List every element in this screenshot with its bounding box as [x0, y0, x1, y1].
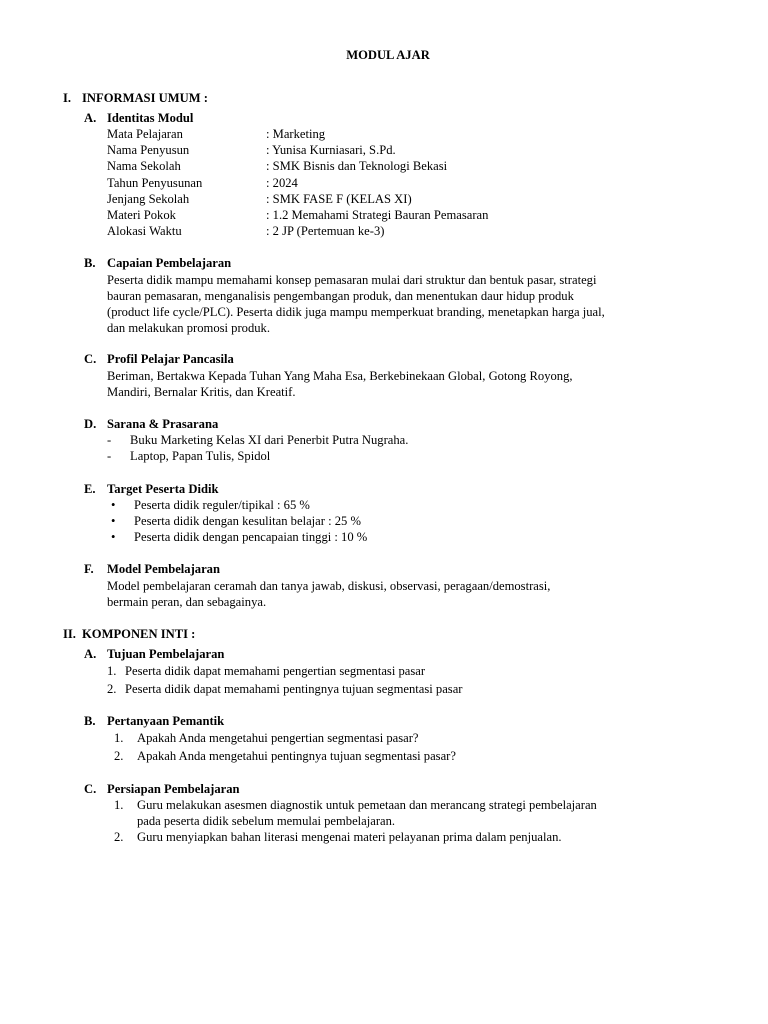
list-item-text: Guru menyiapkan bahan literasi mengenai materi pelayanan prima dalam penjualan.: [137, 830, 562, 844]
subsection-title: Pertanyaan Pemantik: [107, 714, 225, 728]
identity-value: : SMK Bisnis dan Teknologi Bekasi: [266, 159, 448, 174]
subsection-identitas-modul-heading: [84, 110, 193, 126]
subsection-number: F.: [84, 562, 94, 576]
list-number: 2.: [114, 749, 124, 763]
list-number: 1.: [114, 731, 124, 745]
subsection-sarana-heading: [84, 416, 218, 432]
section-komponen-inti-heading: [63, 626, 195, 642]
subsection-tujuan-heading: [84, 646, 224, 662]
identity-row: [107, 175, 727, 191]
subsection-title: Persiapan Pembelajaran: [107, 782, 240, 796]
list-item-text: Peserta didik dengan kesulitan belajar : 25 %: [134, 514, 361, 528]
section-title: KOMPONEN INTI :: [82, 627, 196, 641]
list-item-text: Buku Marketing Kelas XI dari Penerbit Putra Nugraha.: [130, 433, 409, 447]
list-item: [111, 497, 731, 513]
identity-row: [107, 207, 727, 223]
identity-value: : 2 JP (Pertemuan ke-3): [266, 224, 385, 239]
subsection-target-heading: [84, 481, 218, 497]
sarana-list: [107, 432, 727, 464]
identity-key: Mata Pelajaran: [107, 127, 183, 141]
paragraph-line: bauran pemasaran, menganalisis pengembangan produk, dan menentukan daur hidup produk: [107, 289, 574, 303]
paragraph-line: Peserta didik mampu memahami konsep pemasaran mulai dari struktur dan bentuk pasar, strategi: [107, 273, 597, 287]
list-number: 1.: [107, 664, 117, 678]
subsection-number: C.: [84, 352, 97, 366]
subsection-number: A.: [84, 647, 97, 661]
list-item: [107, 663, 727, 681]
paragraph-line: bermain peran, dan sebagainya.: [107, 595, 267, 609]
list-number: 2.: [107, 682, 117, 696]
subsection-title: Profil Pelajar Pancasila: [107, 352, 234, 366]
profil-paragraph: [107, 368, 715, 400]
subsection-number: E.: [84, 482, 96, 496]
identity-key: Materi Pokok: [107, 207, 176, 222]
tujuan-list: [107, 663, 727, 697]
identity-value: : 2024: [266, 175, 298, 190]
subsection-title: Target Peserta Didik: [107, 482, 219, 496]
identity-row: [107, 223, 727, 239]
identity-key: Tahun Penyusunan: [107, 175, 203, 190]
list-item-text: Peserta didik reguler/tipikal : 65 %: [134, 498, 310, 512]
list-item: [114, 730, 734, 748]
subsection-model-heading: [84, 561, 220, 577]
list-item-text: [137, 797, 714, 829]
identity-table: [107, 126, 727, 239]
identity-row: [107, 126, 727, 142]
list-number: 1.: [114, 798, 124, 812]
section-number: I.: [63, 91, 72, 105]
section-informasi-umum-heading: [63, 90, 208, 106]
list-item-text: Peserta didik dapat memahami pengertian segmentasi pasar: [125, 664, 426, 678]
identity-key: Nama Penyusun: [107, 143, 190, 158]
model-paragraph: [107, 578, 715, 610]
identity-key: Alokasi Waktu: [107, 224, 182, 239]
list-item: [114, 829, 714, 845]
bullet-marker: •: [111, 530, 116, 544]
dash-marker: -: [107, 449, 112, 463]
list-item: [107, 681, 727, 697]
paragraph-line: (product life cycle/PLC). Peserta didik juga mampu memperkuat branding, menetapkan harga jual,: [107, 305, 605, 319]
subsection-number: B.: [84, 256, 96, 270]
list-item-text: Laptop, Papan Tulis, Spidol: [130, 449, 271, 463]
list-item-text: Apakah Anda mengetahui pentingnya tujuan segmentasi pasar?: [137, 749, 456, 763]
subsection-title: Tujuan Pembelajaran: [107, 647, 225, 661]
section-number: II.: [63, 627, 76, 641]
bullet-marker: •: [111, 498, 116, 512]
subsection-title: Sarana & Prasarana: [107, 417, 219, 431]
identity-value: : 1.2 Memahami Strategi Bauran Pemasaran: [266, 207, 489, 222]
subsection-number: C.: [84, 782, 97, 796]
list-item: [111, 513, 731, 529]
document-title: MODUL AJAR: [346, 48, 430, 62]
subsection-persiapan-heading: [84, 781, 240, 797]
list-item-text: Peserta didik dengan pencapaian tinggi : 10 %: [134, 530, 368, 544]
persiapan-list: [114, 797, 714, 845]
identity-value: : Yunisa Kurniasari, S.Pd.: [266, 143, 396, 158]
identity-value: : Marketing: [266, 127, 326, 141]
list-item-text: Apakah Anda mengetahui pengertian segmentasi pasar?: [137, 731, 419, 745]
list-item: [114, 797, 714, 829]
subsection-title: Model Pembelajaran: [107, 562, 220, 576]
identity-value: : SMK FASE F (KELAS XI): [266, 191, 412, 206]
list-item-line: pada peserta didik sebelum memulai pembelajaran.: [137, 814, 396, 828]
subsection-number: A.: [84, 111, 97, 125]
paragraph-line: Model pembelajaran ceramah dan tanya jawab, diskusi, observasi, peragaan/demostrasi,: [107, 579, 551, 593]
section-title: INFORMASI UMUM :: [82, 91, 208, 105]
dash-marker: -: [107, 433, 112, 447]
list-number: 2.: [114, 830, 124, 844]
list-item: [107, 448, 727, 464]
identity-row: [107, 158, 727, 174]
subsection-capaian-heading: [84, 255, 231, 271]
list-item-text: Peserta didik dapat memahami pentingnya tujuan segmentasi pasar: [125, 682, 463, 696]
subsection-pemantik-heading: [84, 713, 224, 729]
list-item: [107, 432, 727, 448]
subsection-title: Identitas Modul: [107, 111, 194, 125]
pemantik-list: [114, 730, 734, 764]
bullet-marker: •: [111, 514, 116, 528]
identity-row: [107, 142, 727, 158]
subsection-profil-heading: [84, 351, 234, 367]
identity-row: [107, 191, 727, 207]
identity-key: Nama Sekolah: [107, 159, 181, 174]
paragraph-line: Beriman, Bertakwa Kepada Tuhan Yang Maha Esa, Berkebinekaan Global, Gotong Royong,: [107, 369, 573, 383]
capaian-paragraph: [107, 272, 715, 336]
paragraph-line: Mandiri, Bernalar Kritis, dan Kreatif.: [107, 385, 296, 399]
target-list: [111, 497, 731, 545]
paragraph-line: dan melakukan promosi produk.: [107, 321, 270, 335]
subsection-number: D.: [84, 417, 97, 431]
subsection-number: B.: [84, 714, 96, 728]
subsection-title: Capaian Pembelajaran: [107, 256, 232, 270]
list-item: [114, 748, 734, 764]
list-item-line: Guru melakukan asesmen diagnostik untuk pemetaan dan merancang strategi pembelajaran: [137, 798, 597, 812]
identity-key: Jenjang Sekolah: [107, 191, 190, 206]
list-item: [111, 529, 731, 545]
